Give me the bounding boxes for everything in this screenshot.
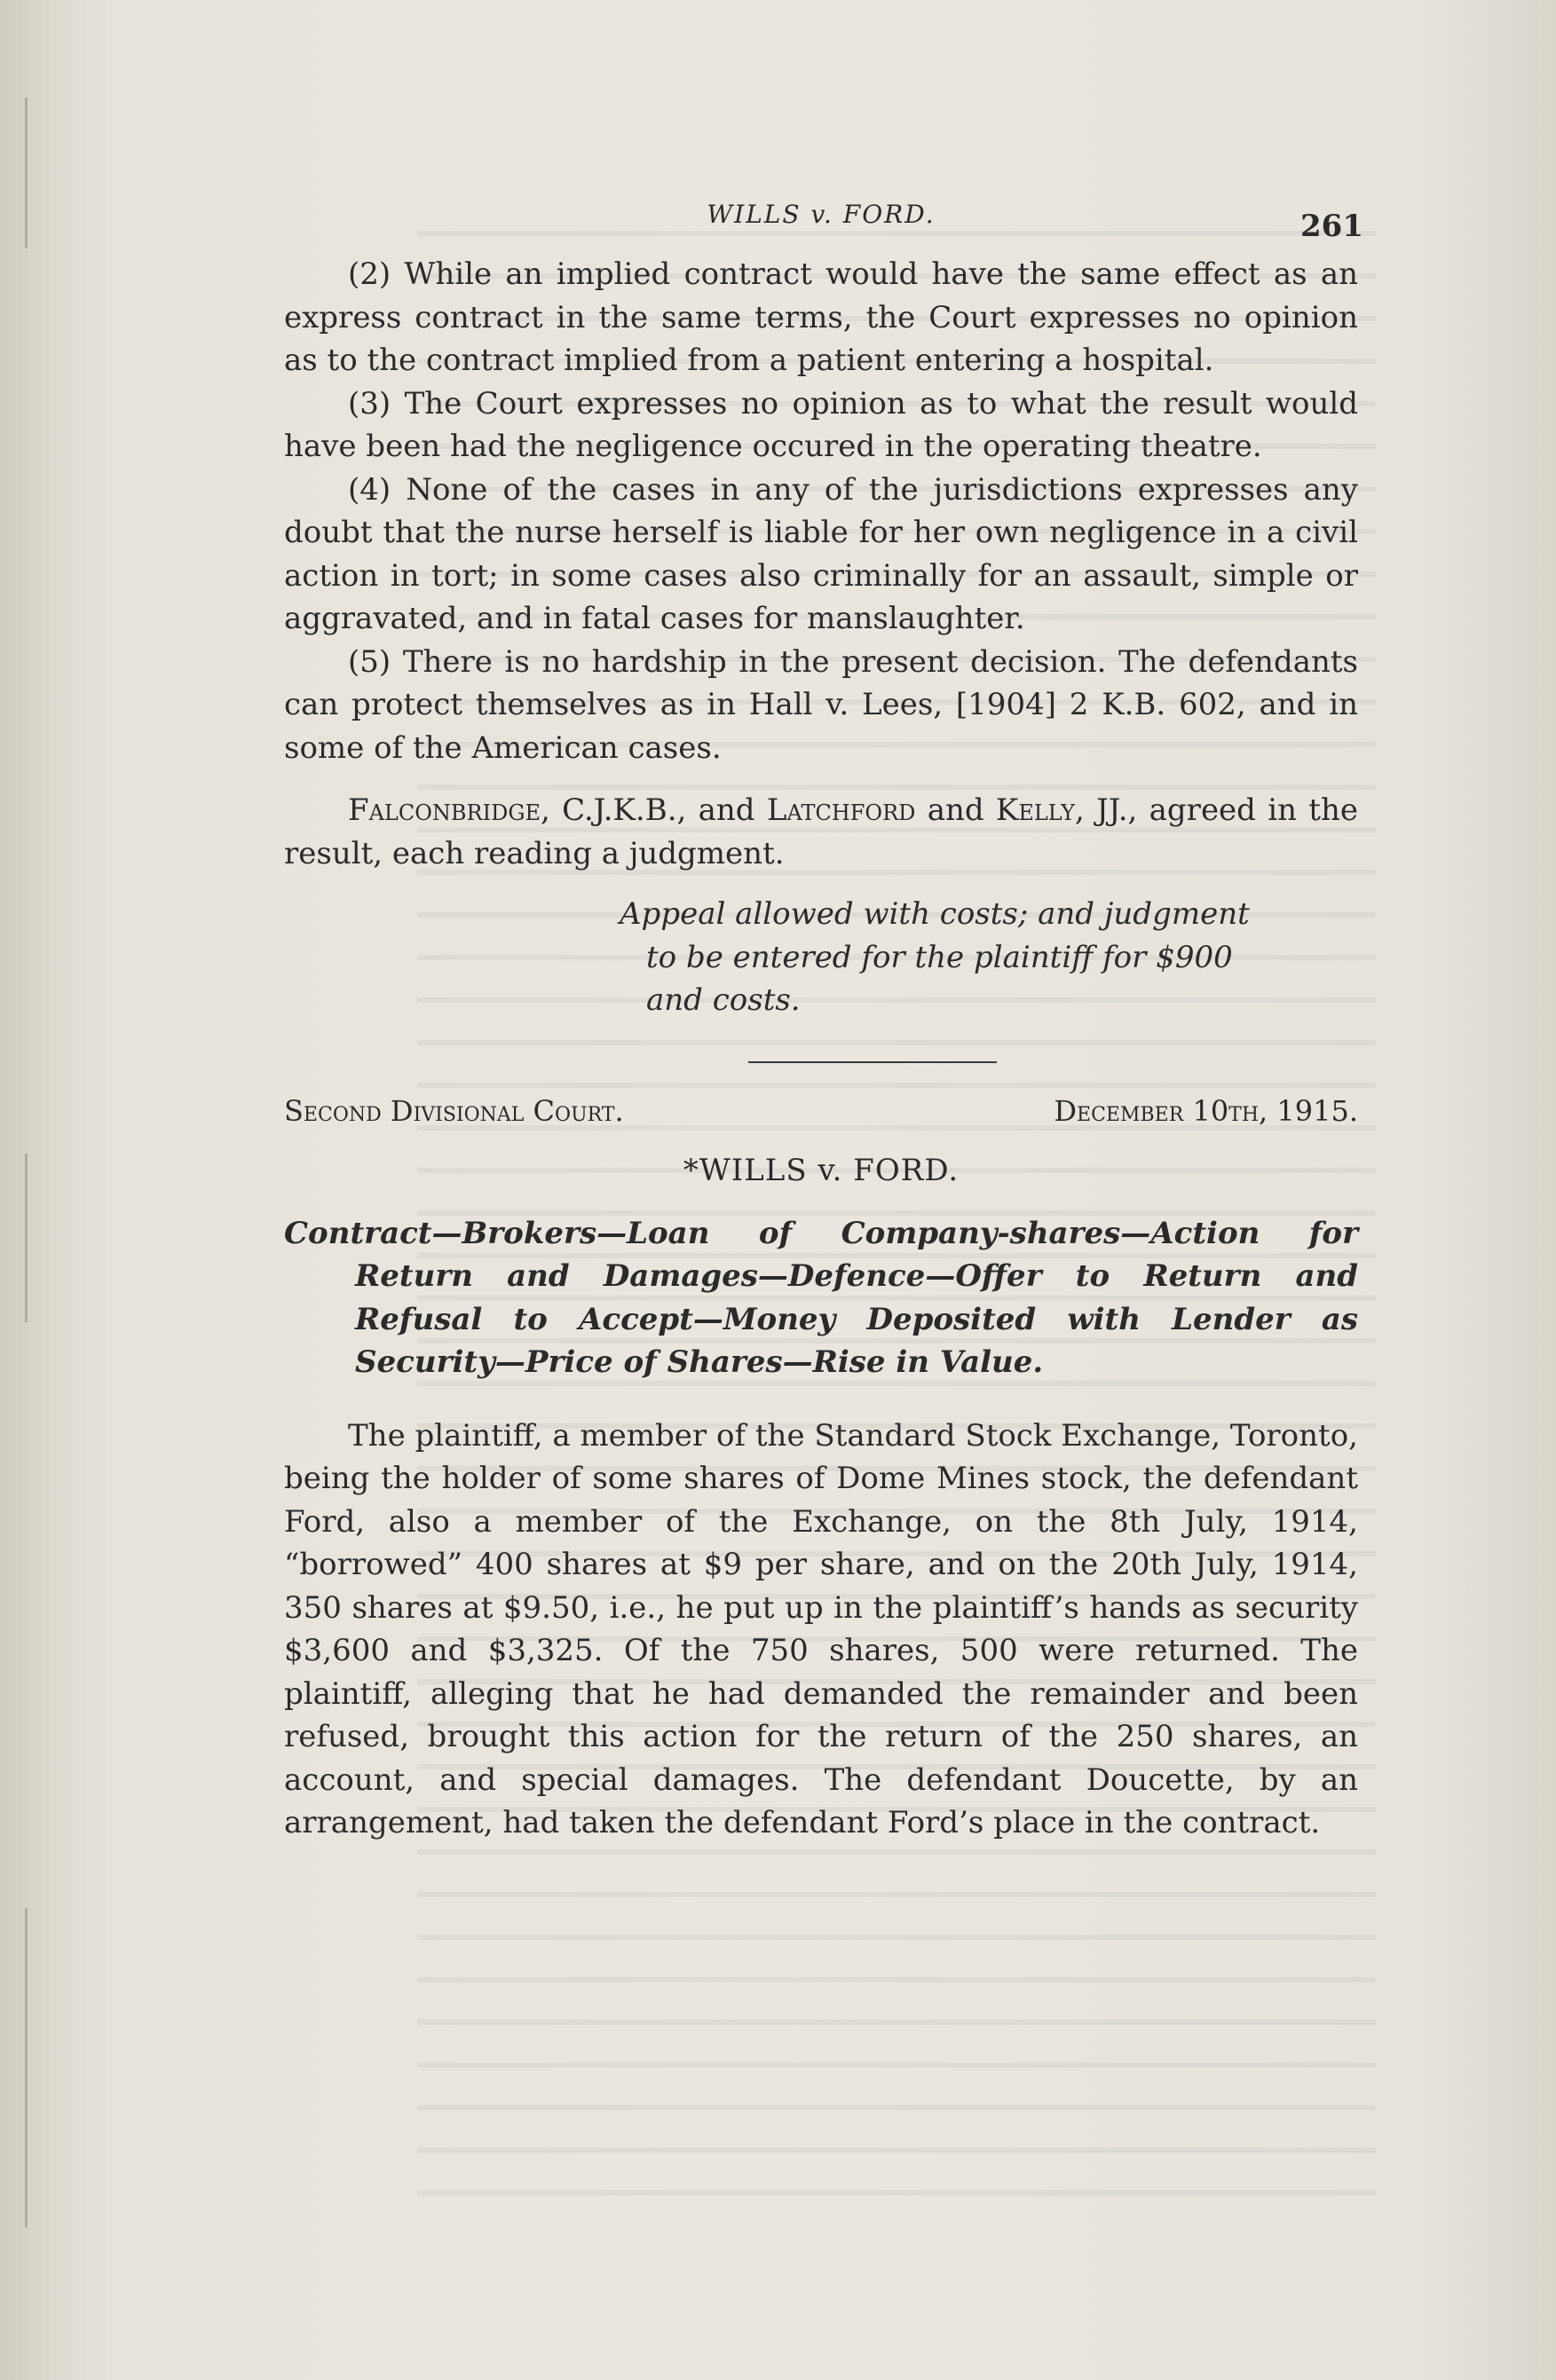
concurrence-text-3: , JJ., agreed in the result, each reading a judgment. [284, 792, 1358, 871]
case-body-paragraph: The plaintiff, a member of the Standard Stock Exchange, Toronto, being the holder of some shares of Dome Mines stock, the defendant Ford, also a member of the Exchange, on the 8th July, 1914, “borrowed” 400 shares at $9 per share, and on the 20th July, 1914, 350 shares at $9.50, i.e., he put up in the plaintiff’s hands as security $3,600 and $3,325. Of the 750 shares, 500 were returned. The plaintiff, alleging that he had demanded the remainder and been refused, brought this action for the return of the 250 shares, an account, and special damages. The defendant Doucette, by an arrangement, had taken the defendant Ford’s place in the contract. [284, 1417, 1358, 1840]
page-content [284, 191, 1363, 1845]
binding-shadow-top [25, 98, 28, 248]
decision-date: December 10th, 1915. [1054, 1093, 1358, 1128]
point-2: (2) While an implied contract would have the same effect as an express contract in the same terms, the Court expresses no opinion as to the contract implied from a patient entering a hospital. [284, 256, 1358, 378]
section-divider [748, 1061, 997, 1063]
case-title: *WILLS v. FORD. [683, 1152, 960, 1188]
disposition-line-1: Appeal allowed with costs; and judgment [620, 896, 1250, 932]
concurrence-paragraph [284, 789, 1358, 875]
headnote: Contract—Brokers—Loan of Company-shares—Action for Return and Damages—Defence—Offer to Return and Refusal to Accept—Money Deposited with Lender as Security—Price of Shares—Rise in Value. [284, 1215, 1358, 1380]
concurrence-text-1: , C.J.K.B., and [541, 792, 767, 828]
binding-shadow-middle [25, 1154, 28, 1322]
court-date-line [284, 1090, 1358, 1132]
running-head [284, 191, 1363, 253]
point-5: (5) There is no hardship in the present decision. The defendants can protect themselves as in Hall v. Lees, [1904] 2 K.B. 602, and in some of the American cases. [284, 643, 1358, 766]
court-name: Second Divisional Court. [284, 1093, 624, 1128]
page-number: 261 [1300, 209, 1363, 244]
point-4: (4) None of the cases in any of the jurisdictions expresses any doubt that the nurse herself is liable for her own negligence in a civil action in tort; in some cases also criminally for an assault, simple or aggravated, and in fatal cases for manslaughter. [284, 471, 1358, 636]
judge-latchford: Latchford [766, 792, 916, 828]
judge-kelly: Kelly [995, 792, 1076, 828]
binding-shadow-bottom [25, 1908, 28, 2227]
point-3: (3) The Court expresses no opinion as to what the result would have been had the negligence occured in the operating theatre. [284, 385, 1358, 464]
running-title: WILLS v. FORD. [707, 200, 936, 229]
disposition-line-3: and costs. [646, 982, 801, 1018]
concurrence-text-2: and [915, 792, 996, 828]
disposition-line-2: to be entered for the plaintiff for $900 [646, 939, 1233, 975]
disposition [620, 893, 1321, 1022]
judge-falconbridge: Falconbridge [348, 792, 541, 828]
